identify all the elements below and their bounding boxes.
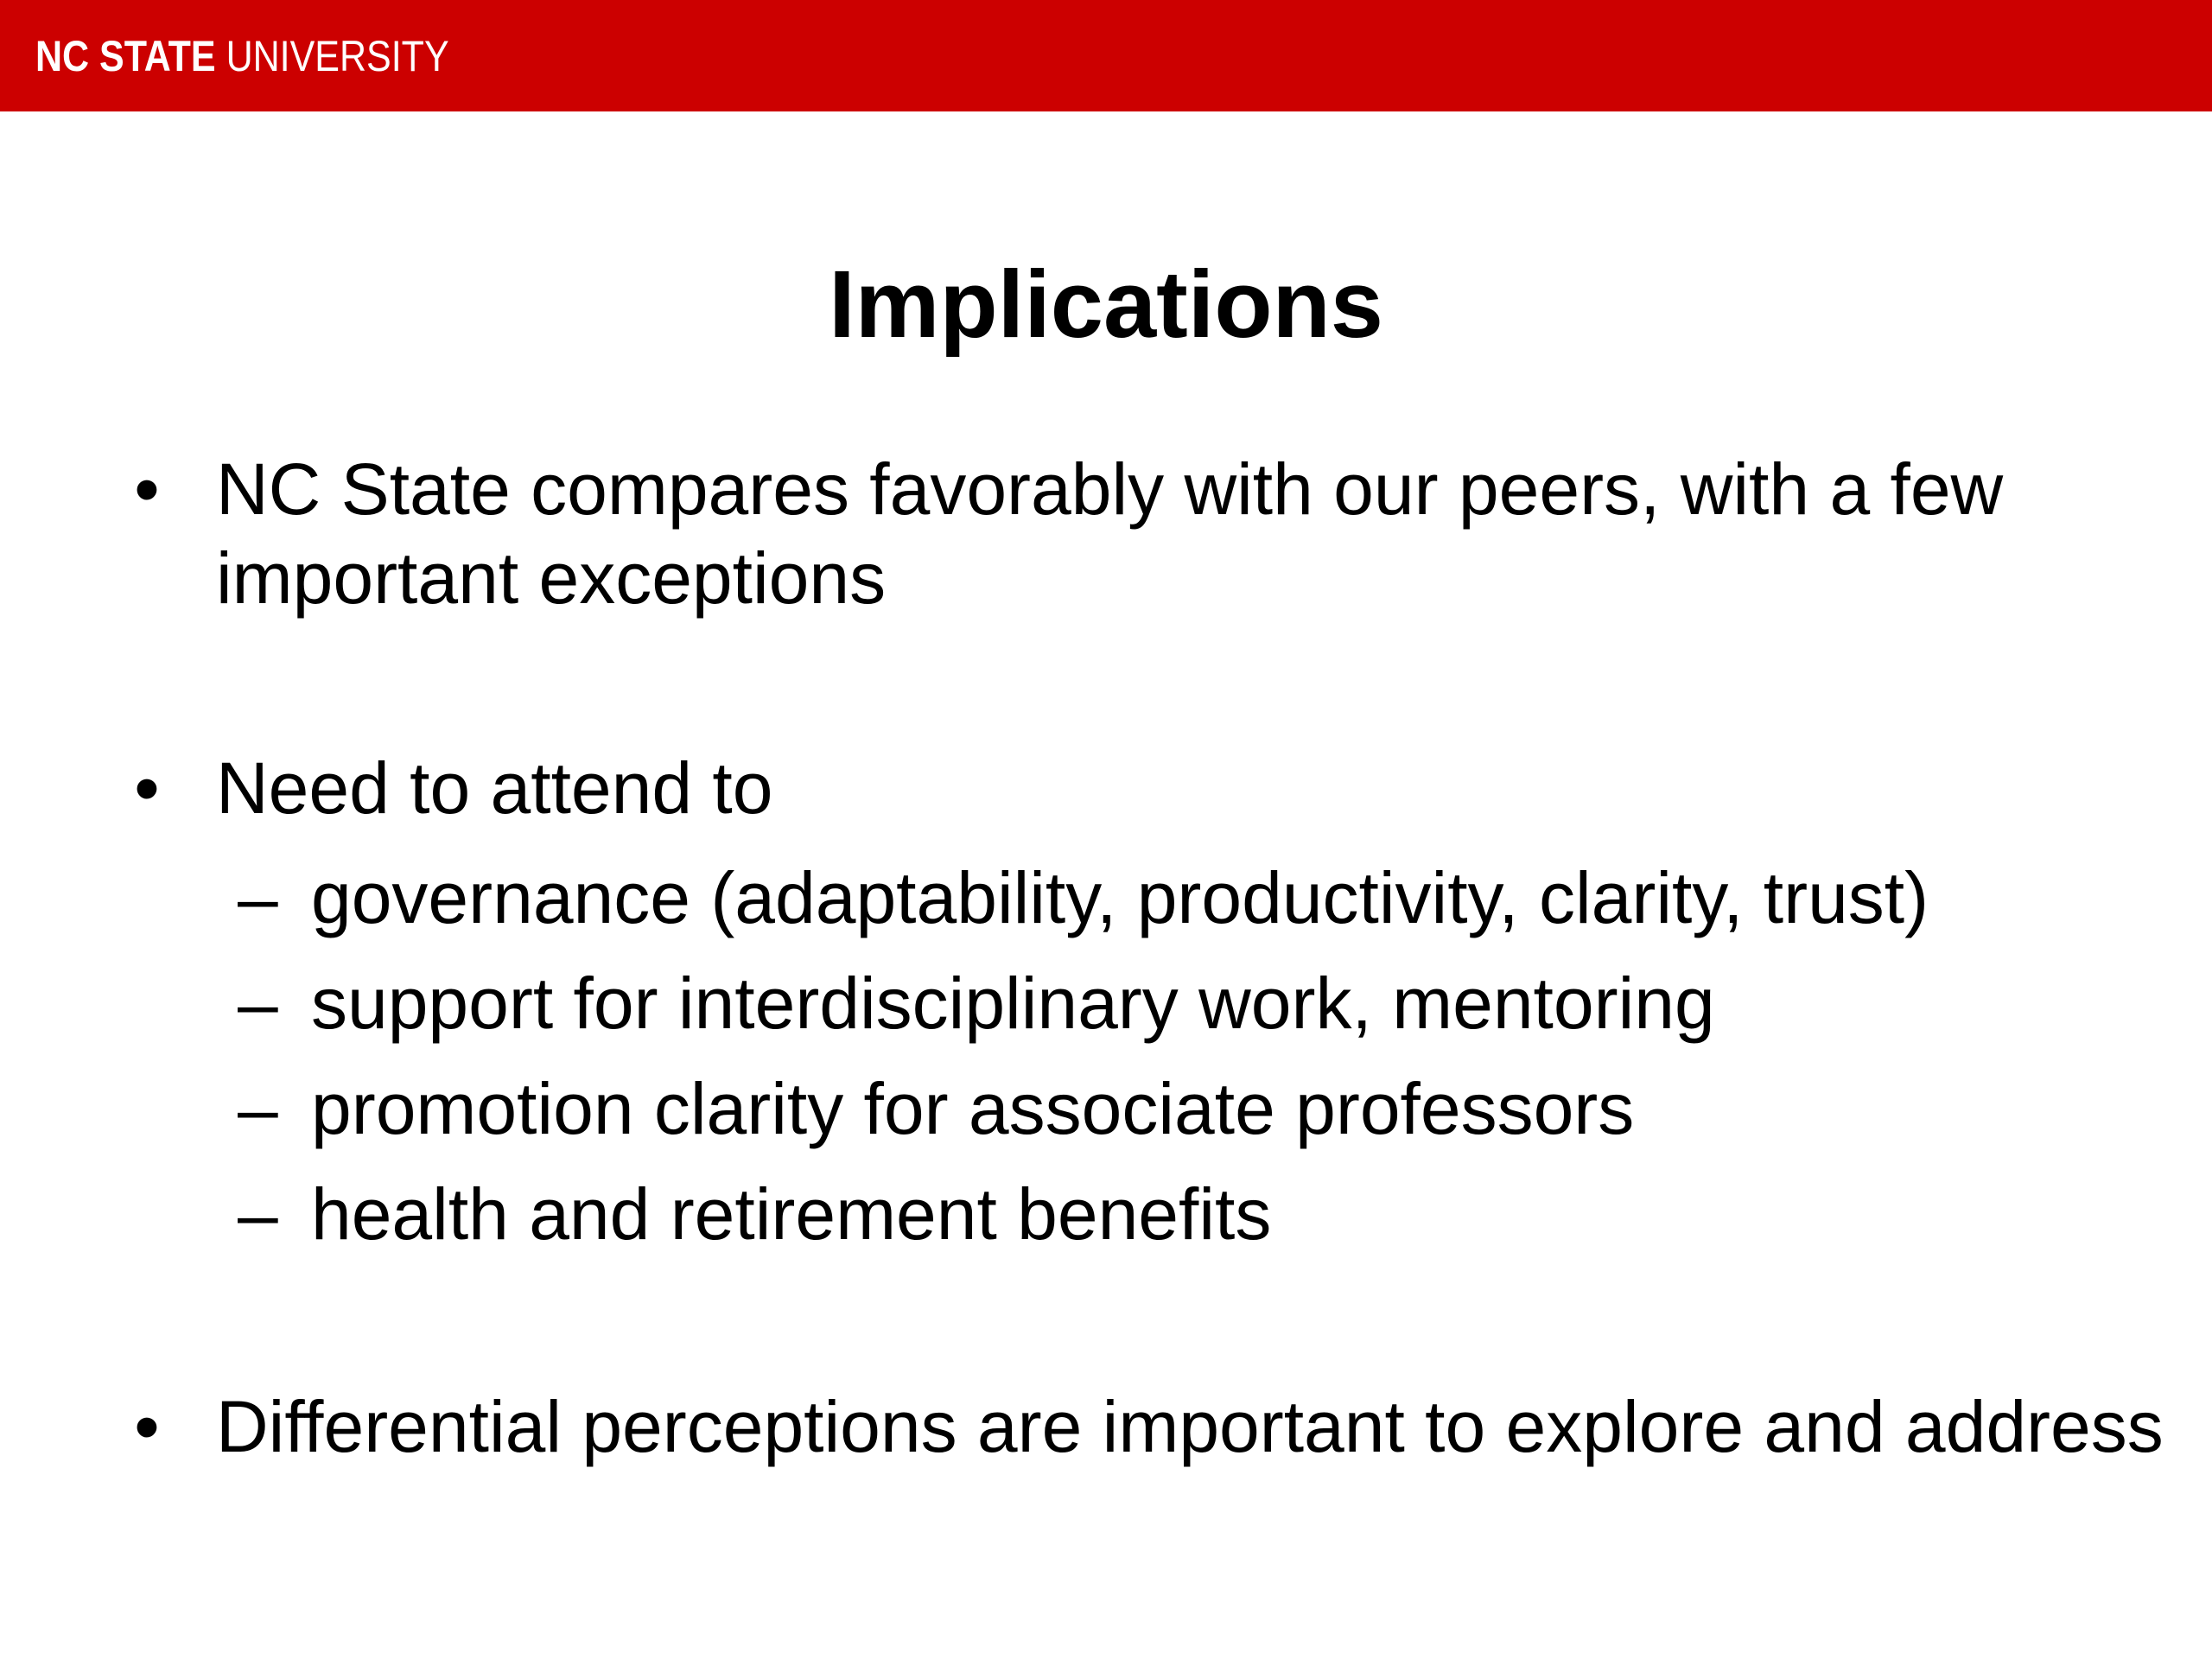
brand-strong: NC STATE — [35, 32, 216, 80]
bullet-text: NC State compares favorably with our peers, with a few important exceptions — [216, 448, 2004, 619]
bullet-marker: • — [134, 747, 160, 829]
header-bar — [0, 0, 2212, 111]
sub-marker: – — [238, 1068, 278, 1149]
sub-text: governance (adaptability, productivity, clarity, trust) — [311, 857, 1929, 938]
slide-title: Implications — [829, 251, 1383, 358]
university-logo — [35, 31, 449, 81]
sub-text: promotion clarity for associate professors — [311, 1068, 1635, 1149]
bullet-text: Differential perceptions are important to explore and address — [216, 1386, 2164, 1467]
bullet-marker: • — [134, 1386, 160, 1467]
sub-text: support for interdisciplinary work, mentoring — [311, 963, 1715, 1044]
sub-marker: – — [238, 963, 278, 1044]
sub-text: health and retirement benefits — [311, 1173, 1272, 1255]
brand-light: UNIVERSITY — [226, 32, 449, 80]
bullet-text: Need to attend to — [216, 747, 773, 829]
sub-marker: – — [238, 1173, 278, 1255]
bullet-marker: • — [134, 448, 160, 530]
sub-marker: – — [238, 857, 278, 938]
